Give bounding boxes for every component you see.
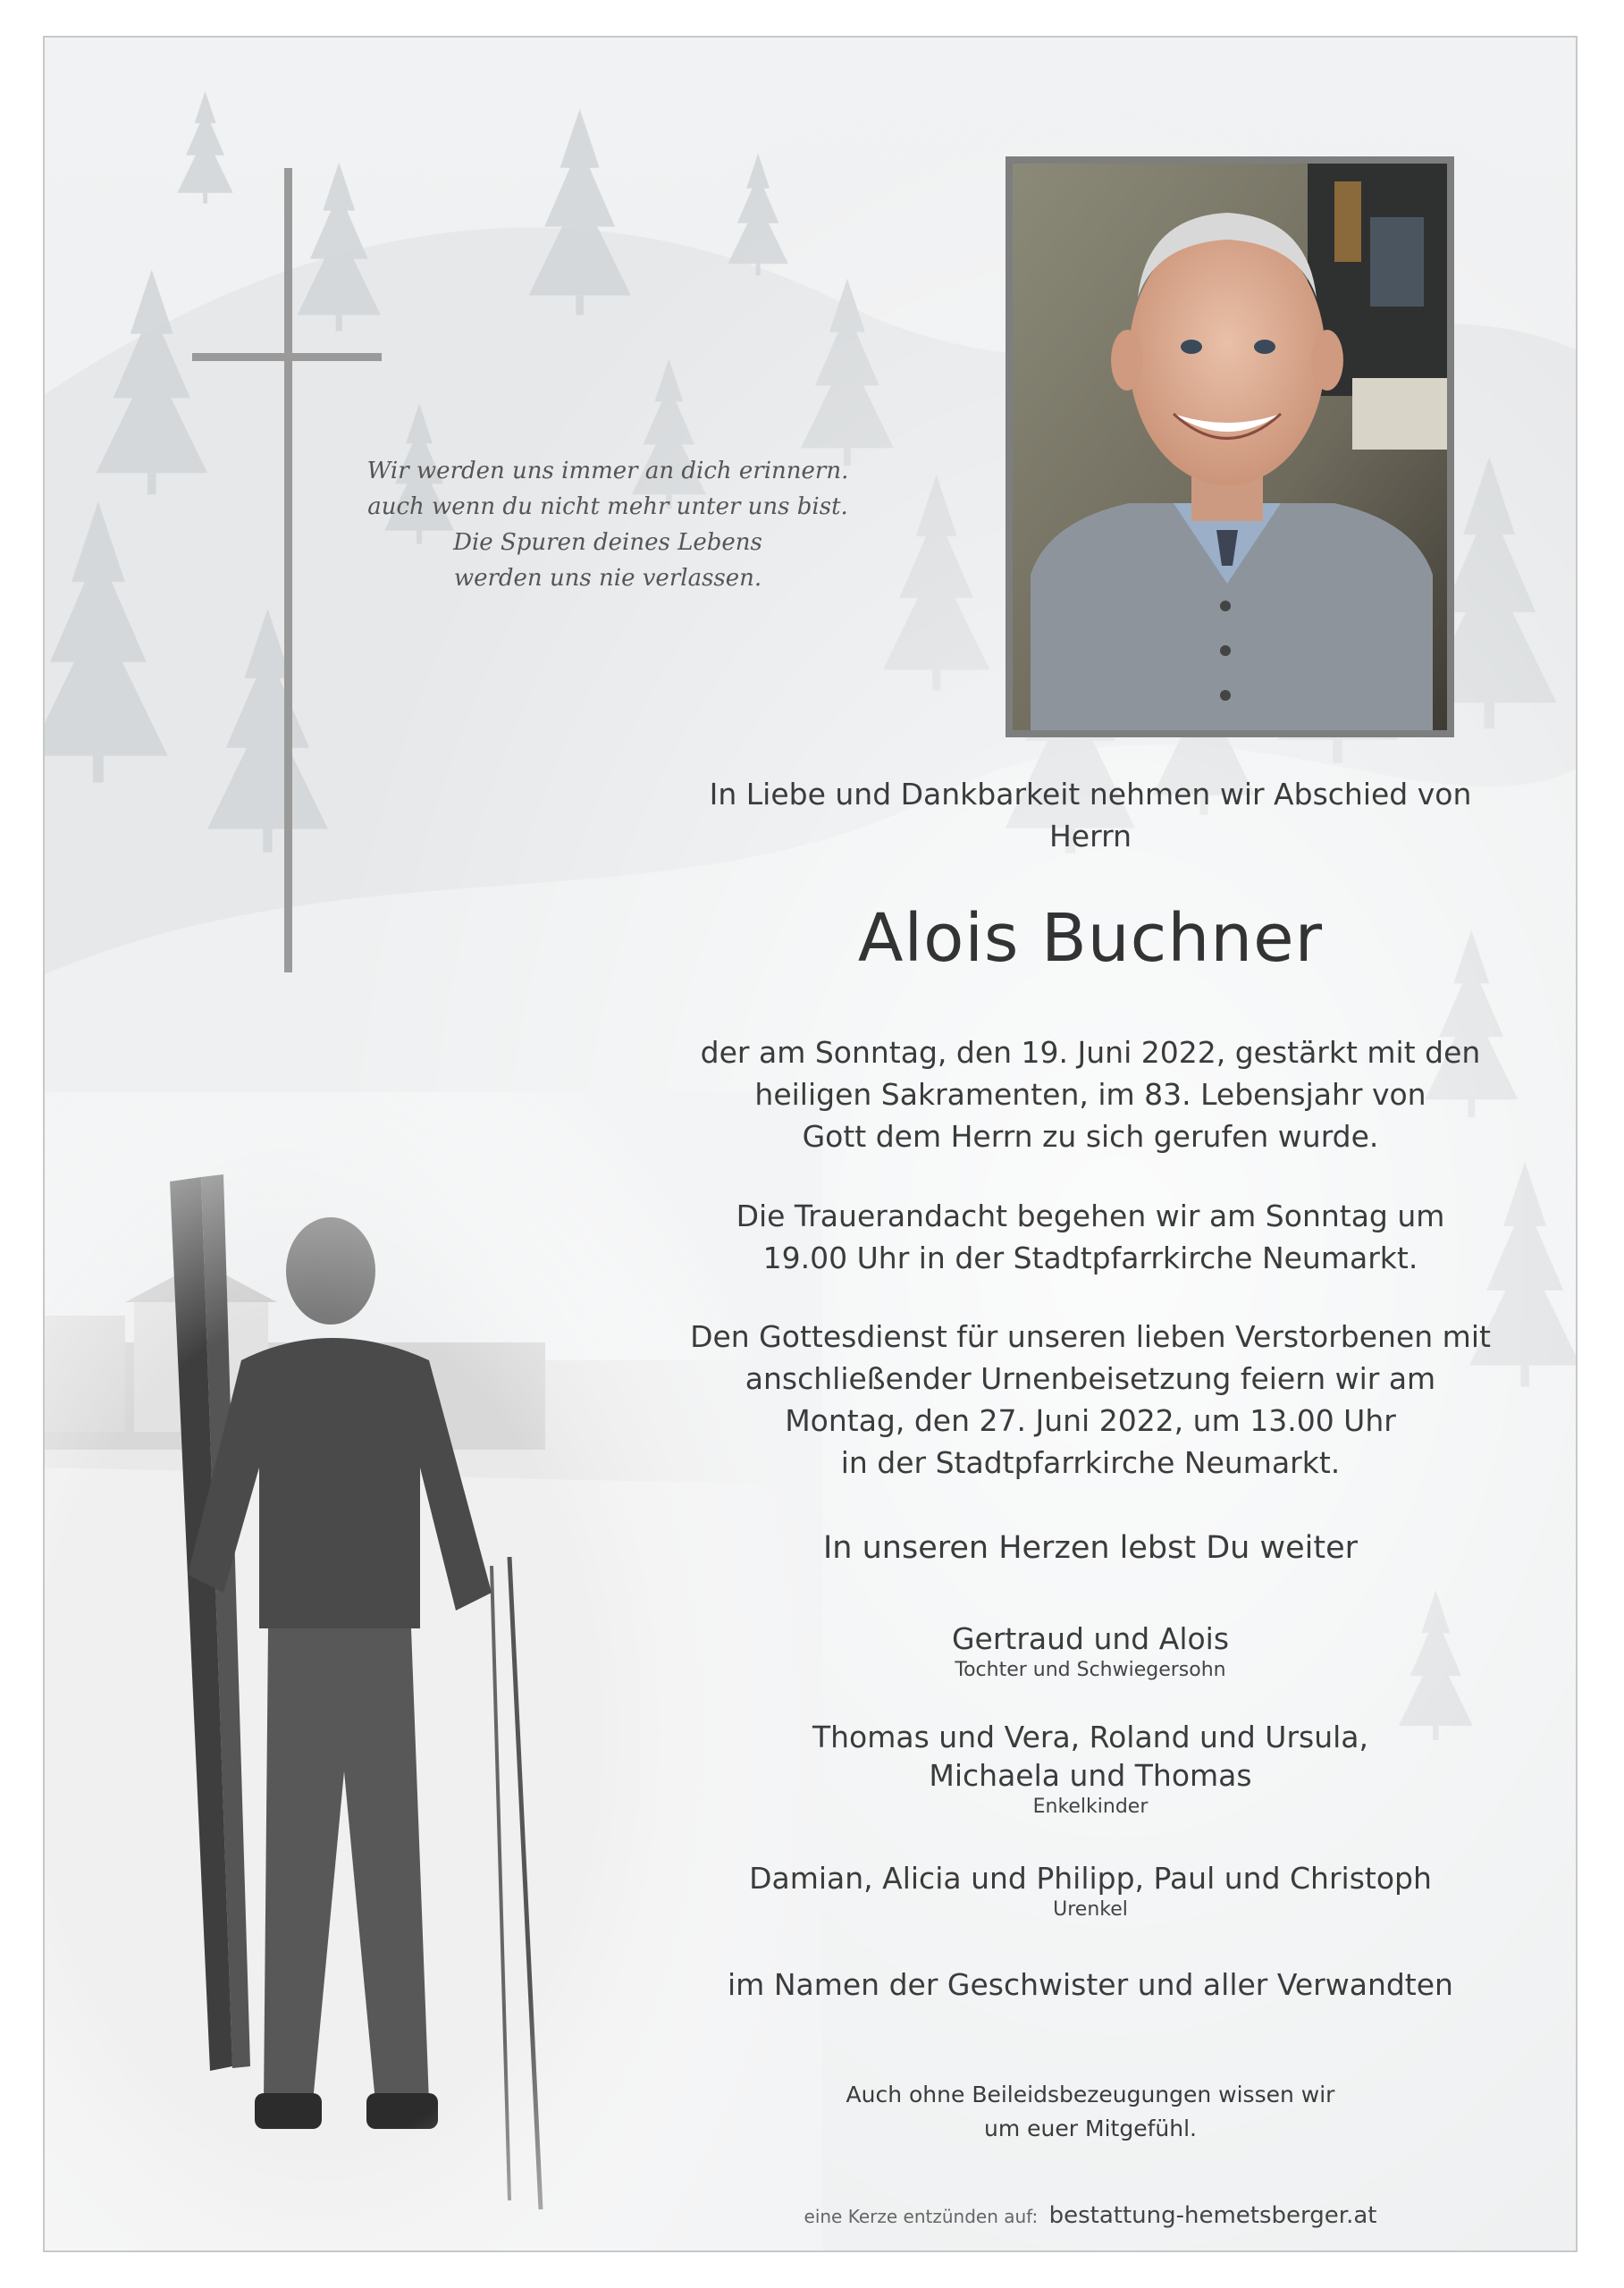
mourner-relation: Enkelkinder [1032,1796,1149,1818]
footer [626,2202,1555,2230]
mourner-relation: Tochter und Schwiegersohn [955,1659,1226,1681]
mourner-group [626,1859,1555,1922]
notice-line: heiligen Sakramenten, im 83. Lebensjahr von [754,1077,1426,1112]
service-line: Den Gottesdienst für unseren lieben Verstorbenen mit [690,1319,1491,1354]
portrait-photo [1013,164,1447,730]
service-notice [626,1316,1555,1484]
portrait-frame [1006,156,1454,737]
mourner-names: Thomas und Vera, Roland und Ursula, [812,1720,1369,1754]
verse-line: auch wenn du nicht mehr unter uns bist. [367,493,848,520]
mourner-group [626,1718,1555,1820]
service-line: anschließender Urnenbeisetzung feiern wir am [745,1361,1436,1396]
intro-line: Herrn [1048,819,1132,854]
cross-vertical-bar [284,168,292,972]
verse-line: Wir werden uns immer an dich erinnern. [366,458,849,484]
death-notice [626,1031,1555,1157]
service-line: Montag, den 27. Juni 2022, um 13.00 Uhr [785,1403,1396,1438]
mourner-names: Gertraud und Alois [951,1621,1230,1656]
vigil-notice [626,1195,1555,1279]
mourner-names: Damian, Alicia und Philipp, Paul und Christoph [749,1861,1432,1896]
closing-line: um euer Mitgefühl. [984,2116,1197,2141]
vigil-line: Die Trauerandacht begehen wir am Sonntag um [736,1199,1445,1233]
verse-line: werden uns nie verlassen. [453,565,762,592]
website-link[interactable]: bestattung-hemetsberger.at [1048,2202,1377,2229]
service-line: in der Stadtpfarrkirche Neumarkt. [840,1445,1341,1480]
footer-prefix: eine Kerze entzünden auf: [804,2206,1039,2227]
obituary-card [43,36,1578,2252]
mourner-relation: Urenkel [1053,1898,1128,1921]
memorial-verse [366,453,849,596]
mourner-names: Michaela und Thomas [929,1758,1252,1793]
on-behalf-line: im Namen der Geschwister und aller Verwandten [728,1967,1453,2002]
vigil-line: 19.00 Uhr in der Stadtpfarrkirche Neumarkt. [762,1241,1418,1275]
closing-line: Auch ohne Beileidsbezeugungen wissen wir [846,2082,1335,2107]
intro-line: In Liebe und Dankbarkeit nehmen wir Abschied von [709,777,1472,812]
closing-note [626,2078,1555,2146]
mourner-group [626,1619,1555,1683]
farewell-intro [626,773,1555,857]
notice-line: Gott dem Herrn zu sich gerufen wurde. [802,1119,1379,1154]
remembrance-line: In unseren Herzen lebst Du weiter [822,1530,1359,1566]
notice-line: der am Sonntag, den 19. Juni 2022, gestärkt mit den [700,1035,1481,1070]
deceased-name: Alois Buchner [857,900,1324,977]
cross-horizontal-bar [192,353,382,361]
verse-line: Die Spuren deines Lebens [453,529,762,556]
